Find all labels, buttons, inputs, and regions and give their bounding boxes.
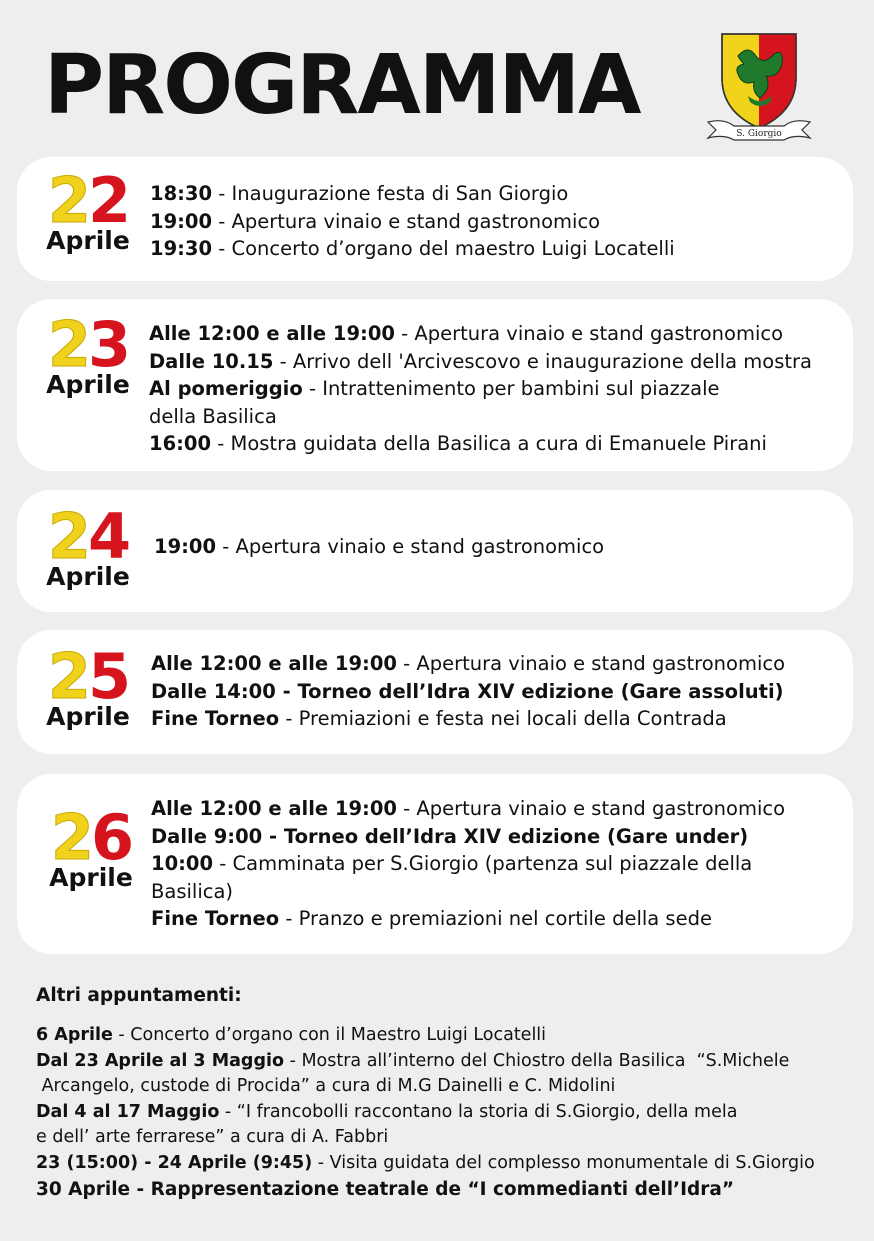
appointment-item: Arcangelo, custode di Procida” a cura di M.G Dainelli e C. Midolini [36,1076,616,1096]
appointment-item: 23 (15:00) - 24 Aprile (9:45) - Visita guidata del complesso monumentale di S.Giorgio [36,1152,815,1173]
day-month: Aprile [46,562,130,591]
event-list [149,320,812,458]
day-card-23 [17,299,853,471]
other-appointments-heading: Altri appuntamenti: [36,985,242,1006]
event-item: 19:00 - Apertura vinaio e stand gastronomico [150,209,601,233]
event-item: Basilica) [151,879,234,903]
day-month: Aprile [46,702,130,731]
event-item: 19:30 - Concerto d’organo del maestro Luigi Locatelli [150,237,675,260]
event-list [151,795,785,933]
appointment-item: Dal 4 al 17 Maggio - “I francobolli raccontano la storia di S.Giorgio, della mela [36,1101,738,1122]
event-item: della Basilica [149,404,277,428]
appointment-item: Dal 23 Aprile al 3 Maggio - Mostra all’interno del Chiostro della Basilica “S.Michele [36,1050,790,1071]
crest-ribbon-text: S. Giorgio [736,129,782,139]
day-card-22 [17,157,853,281]
event-item: Dalle 9:00 - Torneo dell’Idra XIV edizione (Gare under) [151,824,749,848]
appointment-item: 30 Aprile - Rappresentazione teatrale de “I commedianti dell’Idra” [36,1179,734,1200]
day-date [45,801,137,892]
event-item: 18:30 - Inaugurazione festa di San Giorgio [150,182,569,205]
day-month: Aprile [49,863,133,892]
event-item: Dalle 10.15 - Arrivo dell 'Arcivescovo e inaugurazione della mostra [149,349,813,373]
appointment-item: 6 Aprile - Concerto d’organo con il Maestro Luigi Locatelli [36,1025,547,1045]
day-card-25 [17,630,853,754]
event-item: Alle 12:00 e alle 19:00 - Apertura vinaio e stand gastronomico [151,797,786,820]
event-item: Alle 12:00 e alle 19:00 - Apertura vinaio e stand gastronomico [151,652,786,675]
event-list [151,650,785,733]
other-appointments-list [36,1023,866,1204]
day-card-26 [17,774,853,954]
day-number: 25 [47,640,129,713]
event-list [150,180,675,263]
day-number: 23 [47,308,129,381]
day-number: 22 [47,164,129,237]
day-month: Aprile [46,370,130,399]
day-number: 24 [47,500,129,573]
day-card-24 [17,490,853,612]
other-appointments [36,982,866,1204]
event-item: Al pomeriggio - Intrattenimento per bambini sul piazzale [149,377,720,400]
day-date [42,164,134,255]
event-item: 16:00 - Mostra guidata della Basilica a cura di Emanuele Pirani [149,432,767,455]
event-item: 10:00 - Camminata per S.Giorgio (partenza sul piazzale della [151,852,753,875]
day-number: 26 [50,801,132,874]
day-date [42,308,134,399]
appointment-item: e dell’ arte ferrarese” a cura di A. Fabbri [36,1127,389,1147]
event-list [154,533,604,561]
day-date [42,500,134,591]
event-item: Dalle 14:00 - Torneo dell’Idra XIV edizione (Gare assoluti) [151,679,784,703]
coat-of-arms-icon [704,26,814,146]
page-title: PROGRAMMA [44,38,640,133]
event-item: Fine Torneo - Premiazioni e festa nei locali della Contrada [151,707,727,730]
day-month: Aprile [46,226,130,255]
event-item: Alle 12:00 e alle 19:00 - Apertura vinaio e stand gastronomico [149,322,784,345]
day-date [42,640,134,731]
event-item: Fine Torneo - Pranzo e premiazioni nel cortile della sede [151,907,712,930]
event-item: 19:00 - Apertura vinaio e stand gastronomico [154,535,605,558]
